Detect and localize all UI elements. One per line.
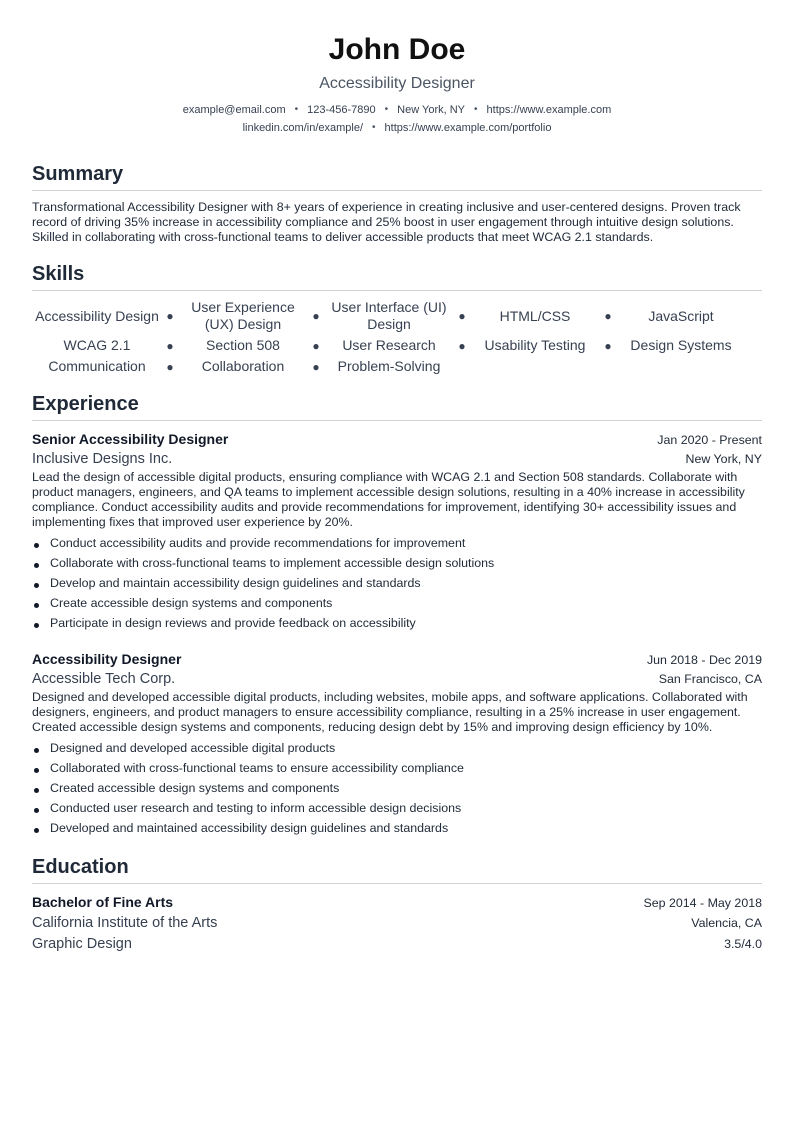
skill-item: User Interface (UI) Design xyxy=(331,299,447,332)
list-item xyxy=(32,553,762,573)
skill-item: Section 508 xyxy=(206,337,280,353)
gpa-value: 3.5/4.0 xyxy=(724,937,762,951)
school-location: Valencia, CA xyxy=(691,916,762,930)
education-dates: Sep 2014 - May 2018 xyxy=(643,896,762,910)
skill-item: Collaboration xyxy=(201,358,285,374)
location-text: New York, NY xyxy=(397,104,466,116)
skill-item: Design Systems xyxy=(630,337,732,353)
portfolio-link[interactable]: https://www.example.com/portfolio xyxy=(384,122,552,134)
website-link[interactable]: https://www.example.com xyxy=(486,104,612,116)
list-item xyxy=(32,758,762,778)
contact-separator: • xyxy=(474,104,478,115)
job-description: Designed and developed accessible digital products, including websites, mobile apps, and software applications. Collaborated with designers, engineers, and product managers to ensure accessibility compliance, resulting in a 25% increase in user engagement. Created accessible design systems and components, reducing design debt by 15% and improving design efficiency by 10%. xyxy=(32,690,748,734)
skill-item: Usability Testing xyxy=(484,337,586,353)
list-item-text: Collaborate with cross-functional teams to implement accessible design solutions xyxy=(50,556,495,570)
list-item-text: Conducted user research and testing to inform accessible design decisions xyxy=(50,801,462,815)
job-entry xyxy=(32,429,762,633)
bullet-icon xyxy=(34,748,39,753)
bullet-icon: ● xyxy=(604,338,612,353)
skill-item: Communication xyxy=(48,358,146,374)
skills-row xyxy=(32,337,762,354)
bullet-icon: ● xyxy=(312,359,320,374)
list-item xyxy=(32,738,762,758)
degree-name: Bachelor of Fine Arts xyxy=(32,894,174,910)
skills-row xyxy=(32,358,762,375)
bullet-icon xyxy=(34,768,39,773)
job-dates: Jan 2020 - Present xyxy=(657,433,762,447)
responsibility-list xyxy=(32,738,762,838)
skills-row xyxy=(32,299,762,333)
list-item xyxy=(32,613,762,633)
bullet-icon: ● xyxy=(166,338,174,353)
bullet-icon: ● xyxy=(604,309,612,323)
skill-item: User Research xyxy=(342,337,436,353)
company-name: Inclusive Designs Inc. xyxy=(32,451,173,467)
list-item-text: Designed and developed accessible digital products xyxy=(50,741,336,755)
education-section xyxy=(32,854,762,955)
phone-number[interactable]: 123-456-7890 xyxy=(307,104,376,116)
job-description: Lead the design of accessible digital products, ensuring compliance with WCAG 2.1 and Section 508 standards. Collaborate with product managers, engineers, and QA teams to implement accessible design solutions, resulting in a 40% increase in accessibility compliance. Conduct accessibility audits and provide recommendations for improvement, identifying 30+ accessibility issues and implementing fixes that improved user experience by 20%. xyxy=(32,470,745,529)
skill-item: Problem-Solving xyxy=(337,358,441,374)
job-location: San Francisco, CA xyxy=(658,672,762,686)
candidate-name: John Doe xyxy=(328,33,466,66)
bullet-icon: ● xyxy=(166,359,174,374)
skills-grid xyxy=(32,299,762,375)
field-of-study: Graphic Design xyxy=(32,936,132,952)
summary-text: Transformational Accessibility Designer with 8+ years of experience in creating inclusive and user-centered designs. Proven track record of driving 35% increase in accessibility compliance and 25% boost in user engagement through intuitive design solutions. Skilled in collaborating with cross-functional teams to deliver accessible products that meet WCAG 2.1 standards. xyxy=(32,200,741,244)
resume-header xyxy=(32,30,762,137)
job-title: Senior Accessibility Designer xyxy=(32,431,229,447)
skill-item: HTML/CSS xyxy=(499,307,571,324)
bullet-icon xyxy=(34,808,39,813)
skills-heading: Skills xyxy=(32,261,762,291)
job-location: New York, NY xyxy=(685,452,762,466)
skill-item: Accessibility Design xyxy=(35,307,159,324)
list-item-text: Create accessible design systems and components xyxy=(50,596,333,610)
bullet-icon: ● xyxy=(312,338,320,353)
bullet-icon xyxy=(34,543,39,548)
candidate-title: Accessibility Designer xyxy=(319,75,475,92)
contact-separator: • xyxy=(294,104,299,115)
summary-heading: Summary xyxy=(32,161,762,191)
skills-section xyxy=(32,261,762,375)
linkedin-link[interactable]: linkedin.com/in/example/ xyxy=(242,122,364,134)
skill-item: JavaScript xyxy=(648,307,714,324)
bullet-icon xyxy=(34,828,39,833)
job-org-row xyxy=(32,669,762,690)
list-item xyxy=(32,533,762,553)
company-name: Accessible Tech Corp. xyxy=(32,671,176,687)
job-dates: Jun 2018 - Dec 2019 xyxy=(646,653,762,667)
bullet-icon xyxy=(34,788,39,793)
list-item xyxy=(32,798,762,818)
contact-separator: • xyxy=(384,104,389,115)
list-item-text: Developed and maintained accessibility design guidelines and standards xyxy=(50,821,449,835)
experience-heading: Experience xyxy=(32,391,762,421)
email-link[interactable]: example@email.com xyxy=(182,104,286,116)
summary-section xyxy=(32,161,762,245)
bullet-icon: ● xyxy=(458,309,466,323)
list-item xyxy=(32,573,762,593)
job-entry xyxy=(32,649,762,838)
skill-item: User Experience (UX) Design xyxy=(191,299,295,332)
job-header xyxy=(32,429,762,449)
contact-info xyxy=(32,101,762,137)
job-header xyxy=(32,649,762,669)
list-item xyxy=(32,778,762,798)
list-item xyxy=(32,593,762,613)
education-entry xyxy=(32,892,762,955)
bullet-icon: ● xyxy=(458,338,466,353)
education-row xyxy=(32,892,762,913)
job-title: Accessibility Designer xyxy=(32,651,182,667)
experience-section xyxy=(32,391,762,838)
education-row xyxy=(32,934,762,955)
list-item-text: Conduct accessibility audits and provide recommendations for improvement xyxy=(50,536,466,550)
bullet-icon xyxy=(34,563,39,568)
bullet-icon xyxy=(34,603,39,608)
education-heading: Education xyxy=(32,854,762,884)
list-item xyxy=(32,818,762,838)
bullet-icon: ● xyxy=(312,309,320,323)
education-row xyxy=(32,913,762,934)
list-item-text: Created accessible design systems and components xyxy=(50,781,340,795)
contact-row-2 xyxy=(32,119,762,137)
job-org-row xyxy=(32,449,762,470)
responsibility-list xyxy=(32,533,762,633)
list-item-text: Develop and maintain accessibility design guidelines and standards xyxy=(50,576,421,590)
list-item-text: Collaborated with cross-functional teams to ensure accessibility compliance xyxy=(50,761,464,775)
contact-separator: • xyxy=(372,122,376,133)
skill-item: WCAG 2.1 xyxy=(63,337,131,353)
bullet-icon xyxy=(34,583,39,588)
school-name: California Institute of the Arts xyxy=(32,915,218,931)
bullet-icon: ● xyxy=(166,309,174,323)
bullet-icon xyxy=(34,623,39,628)
list-item-text: Participate in design reviews and provide feedback on accessibility xyxy=(50,616,416,630)
contact-row-1 xyxy=(32,101,762,119)
